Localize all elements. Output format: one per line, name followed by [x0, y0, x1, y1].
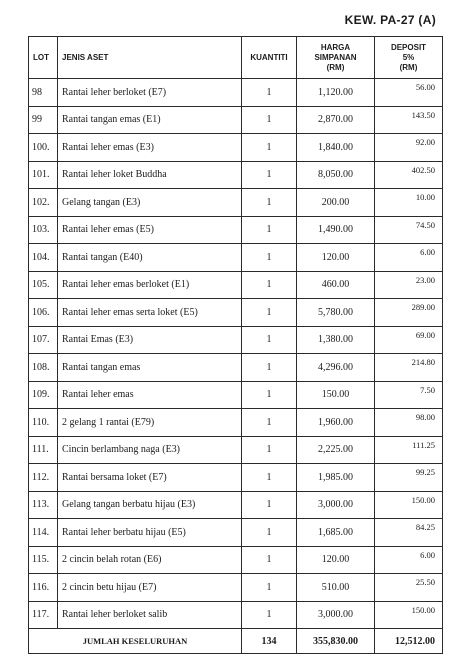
price-cell: 1,960.00 — [297, 409, 375, 437]
asset-table — [28, 36, 443, 654]
header-deposit: DEPOSIT 5% (RM) — [375, 37, 443, 79]
lot-cell: 98 — [29, 79, 58, 107]
price-cell: 1,840.00 — [297, 134, 375, 162]
price-cell: 4,296.00 — [297, 354, 375, 382]
asset-cell: Rantai leher emas berloket (E1) — [58, 271, 242, 299]
price-cell: 1,380.00 — [297, 326, 375, 354]
price-cell: 120.00 — [297, 244, 375, 272]
quantity-cell: 1 — [242, 436, 297, 464]
deposit-cell: 23.00 — [375, 271, 443, 299]
quantity-cell: 1 — [242, 299, 297, 327]
asset-cell: Rantai leher berloket (E7) — [58, 79, 242, 107]
asset-cell: Rantai leher emas — [58, 381, 242, 409]
asset-cell: Rantai bersama loket (E7) — [58, 464, 242, 492]
table-row — [29, 546, 443, 574]
price-cell: 1,490.00 — [297, 216, 375, 244]
quantity-cell: 1 — [242, 601, 297, 629]
asset-cell: 2 cincin betu hijau (E7) — [58, 574, 242, 602]
quantity-cell: 1 — [242, 354, 297, 382]
table-row — [29, 436, 443, 464]
price-cell: 200.00 — [297, 189, 375, 217]
table-body — [29, 79, 443, 629]
quantity-cell: 1 — [242, 271, 297, 299]
deposit-cell: 7.50 — [375, 381, 443, 409]
price-cell: 460.00 — [297, 271, 375, 299]
table-header-row — [29, 37, 443, 79]
asset-cell: Rantai leher berbatu hijau (E5) — [58, 519, 242, 547]
lot-cell: 99 — [29, 106, 58, 134]
deposit-cell: 99.25 — [375, 464, 443, 492]
table-row — [29, 601, 443, 629]
table-row — [29, 381, 443, 409]
header-lot: LOT — [29, 37, 58, 79]
deposit-cell: 10.00 — [375, 189, 443, 217]
lot-cell: 111. — [29, 436, 58, 464]
lot-cell: 104. — [29, 244, 58, 272]
table-row — [29, 574, 443, 602]
deposit-cell: 150.00 — [375, 601, 443, 629]
table-row — [29, 216, 443, 244]
quantity-cell: 1 — [242, 491, 297, 519]
deposit-cell: 98.00 — [375, 409, 443, 437]
quantity-cell: 1 — [242, 79, 297, 107]
lot-cell: 116. — [29, 574, 58, 602]
price-cell: 1,120.00 — [297, 79, 375, 107]
lot-cell: 105. — [29, 271, 58, 299]
price-cell: 1,985.00 — [297, 464, 375, 492]
table-row — [29, 354, 443, 382]
asset-cell: Rantai leher berloket salib — [58, 601, 242, 629]
table-row — [29, 189, 443, 217]
asset-cell: Cincin berlambang naga (E3) — [58, 436, 242, 464]
form-code: KEW. PA-27 (A) — [344, 13, 436, 27]
asset-cell: Gelang tangan berbatu hijau (E3) — [58, 491, 242, 519]
table-row — [29, 106, 443, 134]
deposit-cell: 92.00 — [375, 134, 443, 162]
table-row — [29, 271, 443, 299]
asset-cell: Rantai leher emas (E3) — [58, 134, 242, 162]
price-cell: 2,870.00 — [297, 106, 375, 134]
price-cell: 510.00 — [297, 574, 375, 602]
price-cell: 120.00 — [297, 546, 375, 574]
table-row — [29, 409, 443, 437]
asset-cell: 2 cincin belah rotan (E6) — [58, 546, 242, 574]
table-row — [29, 491, 443, 519]
deposit-cell: 25.50 — [375, 574, 443, 602]
quantity-cell: 1 — [242, 244, 297, 272]
total-quantity: 134 — [242, 629, 297, 654]
deposit-cell: 402.50 — [375, 161, 443, 189]
quantity-cell: 1 — [242, 381, 297, 409]
asset-cell: Rantai leher emas (E5) — [58, 216, 242, 244]
header-price: HARGA SIMPANAN (RM) — [297, 37, 375, 79]
table-row — [29, 134, 443, 162]
table-row — [29, 326, 443, 354]
table-row — [29, 79, 443, 107]
price-cell: 3,000.00 — [297, 601, 375, 629]
quantity-cell: 1 — [242, 546, 297, 574]
lot-cell: 101. — [29, 161, 58, 189]
asset-cell: Rantai leher loket Buddha — [58, 161, 242, 189]
deposit-cell: 69.00 — [375, 326, 443, 354]
table-row — [29, 519, 443, 547]
deposit-cell: 111.25 — [375, 436, 443, 464]
table-row — [29, 299, 443, 327]
lot-cell: 103. — [29, 216, 58, 244]
asset-cell: Gelang tangan (E3) — [58, 189, 242, 217]
quantity-cell: 1 — [242, 106, 297, 134]
asset-cell: 2 gelang 1 rantai (E79) — [58, 409, 242, 437]
deposit-cell: 56.00 — [375, 79, 443, 107]
quantity-cell: 1 — [242, 189, 297, 217]
asset-cell: Rantai Emas (E3) — [58, 326, 242, 354]
lot-cell: 113. — [29, 491, 58, 519]
deposit-cell: 74.50 — [375, 216, 443, 244]
lot-cell: 110. — [29, 409, 58, 437]
quantity-cell: 1 — [242, 216, 297, 244]
asset-cell: Rantai tangan emas (E1) — [58, 106, 242, 134]
lot-cell: 107. — [29, 326, 58, 354]
price-cell: 1,685.00 — [297, 519, 375, 547]
asset-cell: Rantai tangan emas — [58, 354, 242, 382]
total-row — [29, 629, 443, 654]
deposit-cell: 84.25 — [375, 519, 443, 547]
deposit-cell: 150.00 — [375, 491, 443, 519]
lot-cell: 102. — [29, 189, 58, 217]
price-cell: 3,000.00 — [297, 491, 375, 519]
deposit-cell: 6.00 — [375, 244, 443, 272]
quantity-cell: 1 — [242, 161, 297, 189]
header-quantity: KUANTITI — [242, 37, 297, 79]
asset-cell: Rantai leher emas serta loket (E5) — [58, 299, 242, 327]
lot-cell: 109. — [29, 381, 58, 409]
lot-cell: 100. — [29, 134, 58, 162]
table-row — [29, 161, 443, 189]
table-row — [29, 244, 443, 272]
deposit-cell: 214.80 — [375, 354, 443, 382]
asset-cell: Rantai tangan (E40) — [58, 244, 242, 272]
quantity-cell: 1 — [242, 134, 297, 162]
lot-cell: 115. — [29, 546, 58, 574]
total-label: JUMLAH KESELURUHAN — [29, 629, 242, 654]
lot-cell: 106. — [29, 299, 58, 327]
price-cell: 5,780.00 — [297, 299, 375, 327]
quantity-cell: 1 — [242, 464, 297, 492]
table-row — [29, 464, 443, 492]
lot-cell: 114. — [29, 519, 58, 547]
deposit-cell: 6.00 — [375, 546, 443, 574]
quantity-cell: 1 — [242, 326, 297, 354]
deposit-cell: 143.50 — [375, 106, 443, 134]
lot-cell: 108. — [29, 354, 58, 382]
total-price: 355,830.00 — [297, 629, 375, 654]
quantity-cell: 1 — [242, 519, 297, 547]
quantity-cell: 1 — [242, 574, 297, 602]
total-deposit: 12,512.00 — [375, 629, 443, 654]
price-cell: 150.00 — [297, 381, 375, 409]
header-asset: JENIS ASET — [58, 37, 242, 79]
price-cell: 2,225.00 — [297, 436, 375, 464]
lot-cell: 112. — [29, 464, 58, 492]
deposit-cell: 289.00 — [375, 299, 443, 327]
price-cell: 8,050.00 — [297, 161, 375, 189]
quantity-cell: 1 — [242, 409, 297, 437]
lot-cell: 117. — [29, 601, 58, 629]
